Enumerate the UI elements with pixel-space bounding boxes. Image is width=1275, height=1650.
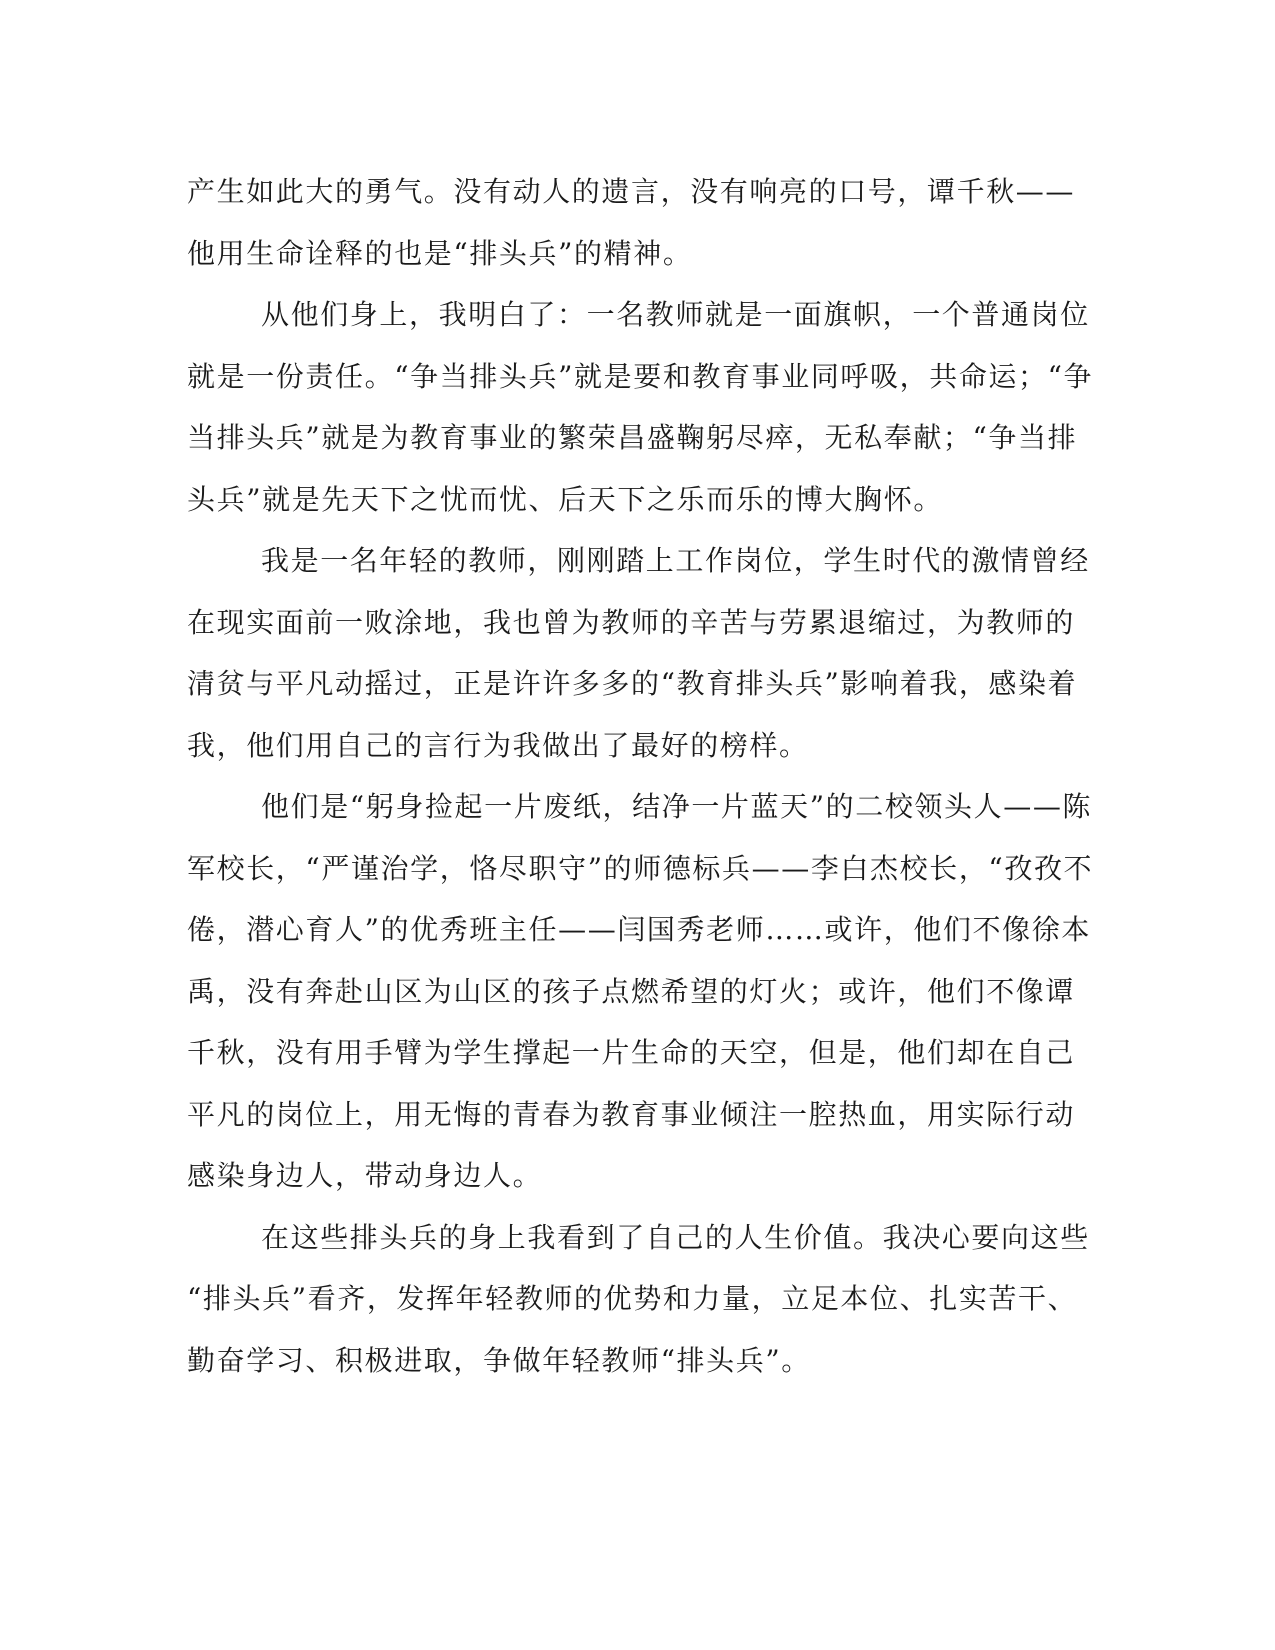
text-line: “排头兵”看齐，发挥年轻教师的优势和力量，立足本位、扎实苦干、 bbox=[187, 1282, 1078, 1315]
text-line: 他们是“躬身捡起一片废纸，结净一片蓝天”的二校领头人——陈 bbox=[261, 790, 1093, 823]
text-line: 在现实面前一败涂地，我也曾为教师的辛苦与劳累退缩过，为教师的 bbox=[187, 605, 1076, 639]
paragraph-5 bbox=[187, 1207, 1090, 1392]
text-line: 他用生命诠释的也是“排头兵”的精神。 bbox=[187, 236, 693, 270]
text-line: 平凡的岗位上，用无悔的青春为教育事业倾注一腔热血，用实际行动 bbox=[187, 1097, 1076, 1131]
paragraph-4 bbox=[187, 776, 1094, 1207]
text-line: 我是一名年轻的教师，刚刚踏上工作岗位，学生时代的激情曾经 bbox=[261, 544, 1090, 577]
text-line: 千秋，没有用手臂为学生撑起一片生命的天空，但是，他们却在自己 bbox=[187, 1036, 1076, 1069]
paragraph-1 bbox=[187, 161, 1087, 284]
text-line: 产生如此大的勇气。没有动人的遗言，没有响亮的口号，谭千秋—— bbox=[187, 175, 1076, 208]
text-line: 禹，没有奔赴山区为山区的孩子点燃希望的灯火；或许，他们不像谭 bbox=[187, 974, 1076, 1008]
text-line: 就是一份责任。“争当排头兵”就是要和教育事业同呼吸，共命运；“争 bbox=[187, 359, 1094, 393]
text-line: 在这些排头兵的身上我看到了自己的人生价值。我决心要向这些 bbox=[261, 1220, 1090, 1254]
paragraph-2 bbox=[187, 284, 1094, 530]
document-body bbox=[187, 161, 1094, 1391]
paragraph-3 bbox=[187, 530, 1090, 776]
text-line: 军校长，“严谨治学，恪尽职守”的师德标兵——李白杰校长，“孜孜不 bbox=[187, 851, 1094, 885]
text-line: 我，他们用自己的言行为我做出了最好的榜样。 bbox=[187, 728, 809, 762]
text-line: 感染身边人，带动身边人。 bbox=[187, 1159, 543, 1192]
text-line: 从他们身上，我明白了：一名教师就是一面旗帜，一个普通岗位 bbox=[261, 298, 1090, 331]
text-line: 头兵”就是先天下之忧而忧、后天下之乐而乐的博大胸怀。 bbox=[187, 482, 943, 516]
text-line: 倦，潜心育人”的优秀班主任——闫国秀老师……或许，他们不像徐本 bbox=[187, 913, 1091, 946]
text-line: 当排头兵”就是为教育事业的繁荣昌盛鞠躬尽瘁，无私奉献；“争当排 bbox=[187, 421, 1078, 454]
text-line: 清贫与平凡动摇过，正是许许多多的“教育排头兵”影响着我，感染着 bbox=[187, 667, 1078, 700]
text-line: 勤奋学习、积极进取，争做年轻教师“排头兵”。 bbox=[187, 1343, 811, 1377]
